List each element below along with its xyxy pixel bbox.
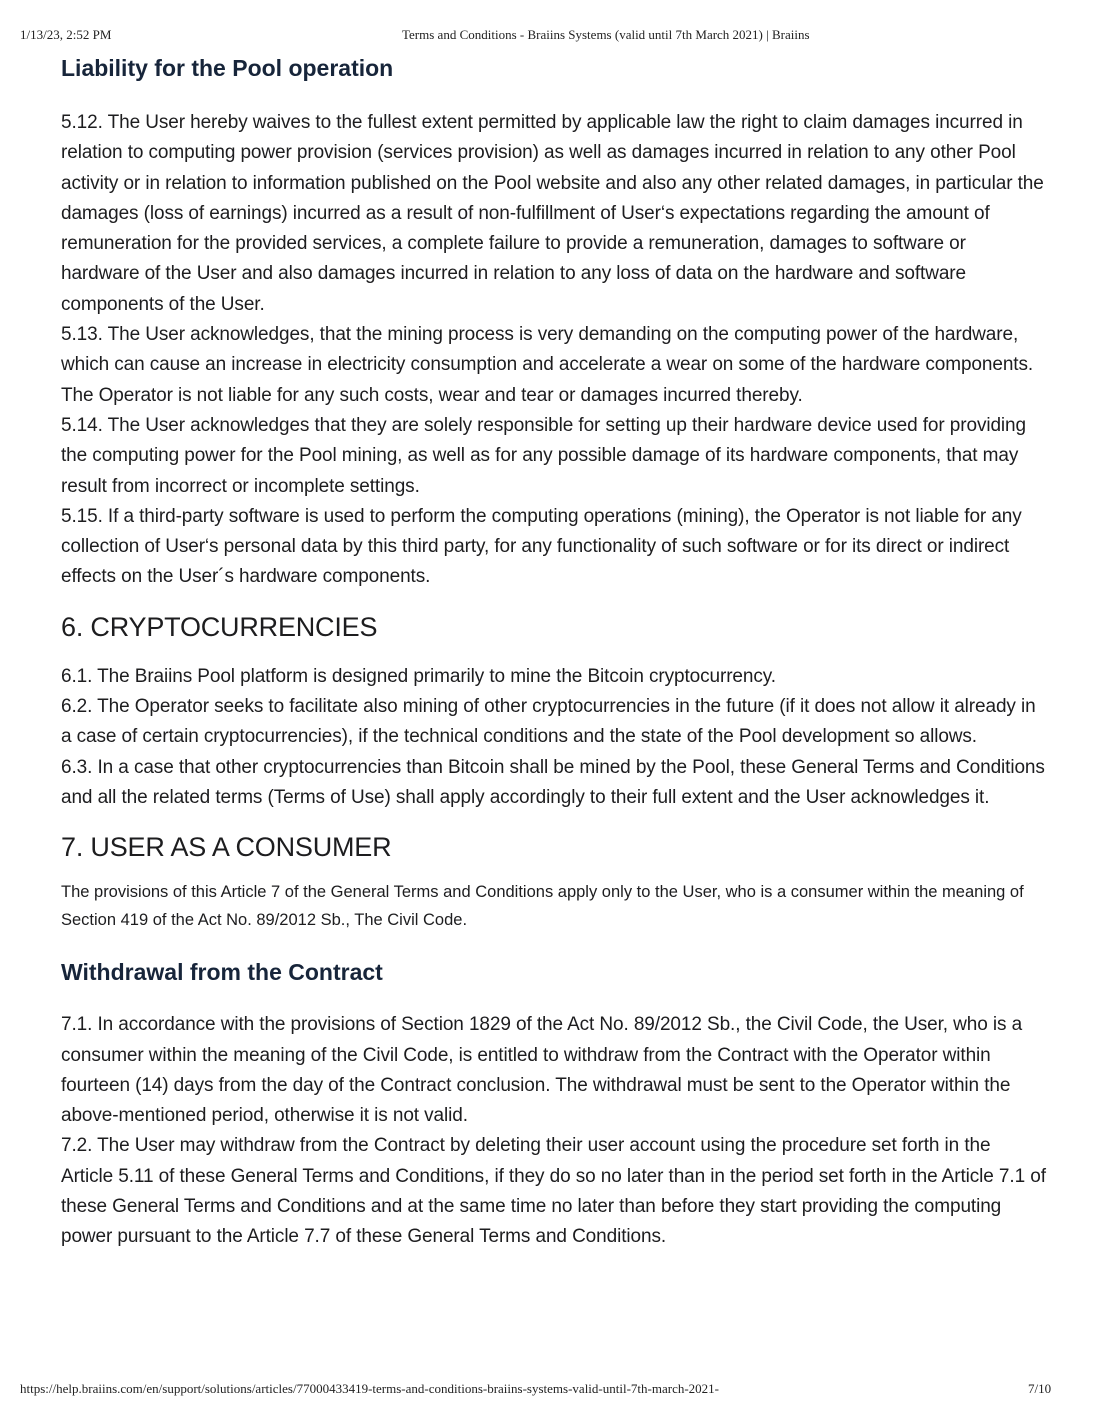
print-footer — [0, 1381, 1100, 1399]
liability-heading: Liability for the Pool operation — [61, 55, 394, 81]
clause-6-3: 6.3. In a case that other cryptocurrencies than Bitcoin shall be mined by the Pool, these General Terms and Conditions and all the related terms (Terms of Use) shall apply accordingly to their full extent and the User acknowledges it. — [61, 756, 1045, 808]
section-7-heading: 7. USER AS A CONSUMER — [61, 832, 392, 863]
clause-5-14: 5.14. The User acknowledges that they are solely responsible for setting up their hardware device used for providing the computing power for the Pool mining, as well as for any possible damage of its hardware components, that may result from incorrect or incomplete settings. — [61, 414, 1026, 497]
clause-5-13: 5.13. The User acknowledges, that the mining process is very demanding on the computing power of the hardware, which can cause an increase in electricity consumption and accelerate a wear on some of the hardware components. The Operator is not liable for any such costs, wear and tear or damages incurred thereby. — [61, 324, 1034, 406]
print-url: https://help.braiins.com/en/support/solutions/articles/77000433419-terms-and-conditions-braiins-systems-valid-until-7th-march-2021- — [20, 1381, 719, 1396]
withdrawal-heading: Withdrawal from the Contract — [61, 959, 383, 986]
clause-5-15: 5.15. If a third-party software is used to perform the computing operations (mining), the Operator is not liable for any collection of User‘s personal data by this third party, for any functionality of such software or for its direct or indirect effects on the User´s hardware components. — [61, 505, 1022, 588]
clause-6-2: 6.2. The Operator seeks to facilitate also mining of other cryptocurrencies in the future (if it does not allow it already in a case of certain cryptocurrencies), if the technical conditions and the state of the Pool development so allows. — [61, 696, 1036, 748]
section-7-intro: The provisions of this Article 7 of the General Terms and Conditions apply only to the User, who is a consumer within the meaning of Section 419 of the Act No. 89/2012 Sb., The Civil Code. — [61, 883, 1024, 930]
print-page-title: Terms and Conditions - Braiins Systems (valid until 7th March 2021) | Braiins — [402, 27, 810, 42]
section-6-heading: 6. CRYPTOCURRENCIES — [61, 611, 378, 642]
print-header — [0, 27, 1100, 45]
clause-5-12: 5.12. The User hereby waives to the fullest extent permitted by applicable law the right to claim damages incurred in relation to computing power provision (services provision) as well as damages incurred in relation to any other Pool activity or in relation to information published on the Pool website and also any other related damages, in particular the damages (loss of earnings) incurred as a result of non-fulfillment of User‘s expectations regarding the amount of remuneration for the provided services, a complete failure to provide a remuneration, damages to software or hardware of the User and also damages incurred in relation to any loss of data on the hardware and software components of the User. — [61, 112, 1044, 315]
clause-7-2: 7.2. The User may withdraw from the Contract by deleting their user account using the procedure set forth in the Article 5.11 of these General Terms and Conditions, if they do so no later than in the period set forth in the Article 7.1 of these General Terms and Conditions and at the same time no later than before they start providing the computing power pursuant to the Article 7.7 of these General Terms and Conditions. — [61, 1135, 1046, 1248]
clause-6-1: 6.1. The Braiins Pool platform is designed primarily to mine the Bitcoin cryptocurrency. — [61, 665, 776, 687]
print-datetime: 1/13/23, 2:52 PM — [20, 27, 112, 42]
article-content — [61, 52, 1046, 1253]
clause-7-1: 7.1. In accordance with the provisions of Section 1829 of the Act No. 89/2012 Sb., the Civil Code, the User, who is a consumer within the meaning of the Civil Code, is entitled to withdraw from the Contract with the Operator within fourteen (14) days from the day of the Contract conclusion. The withdrawal must be sent to the Operator within the above-mentioned period, otherwise it is not valid. — [61, 1014, 1023, 1127]
page-number: 7/10 — [1028, 1381, 1052, 1396]
